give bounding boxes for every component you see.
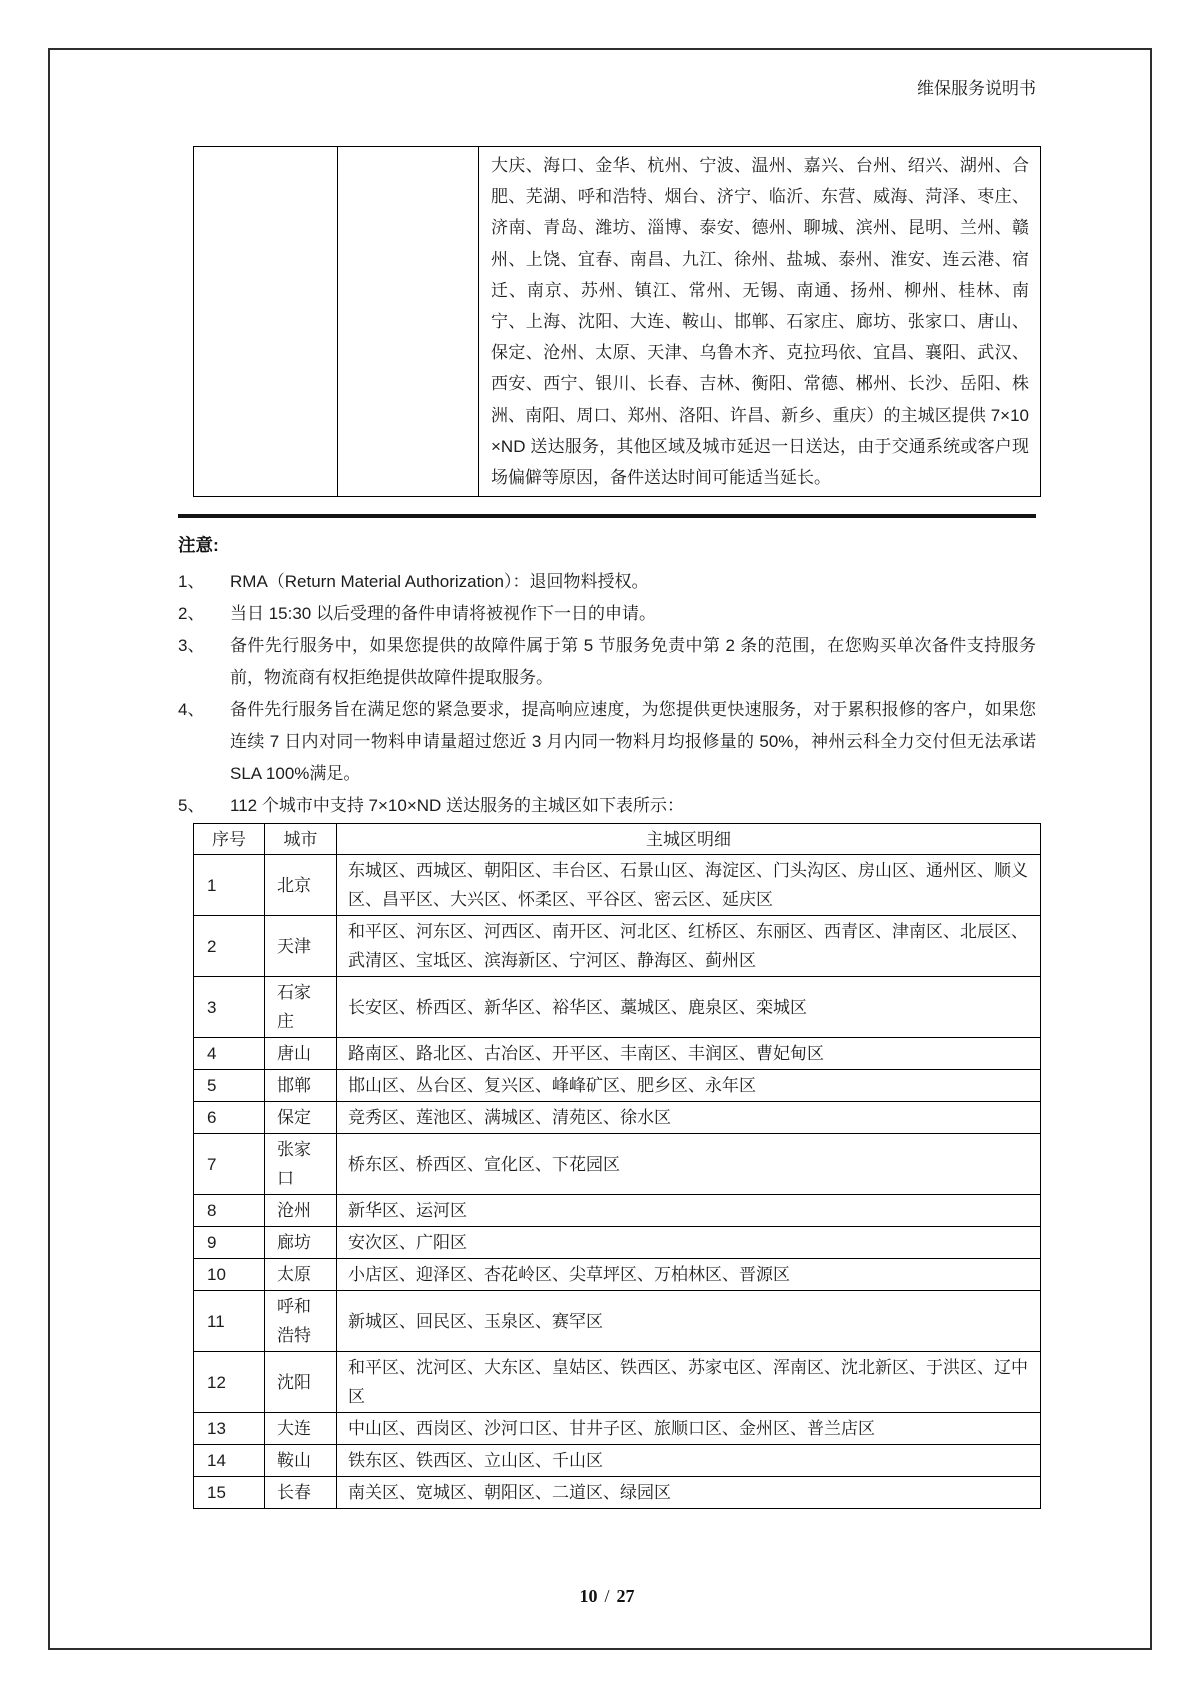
city-name: 长春 bbox=[265, 1477, 337, 1509]
city-name: 唐山 bbox=[265, 1038, 337, 1070]
district-list: 新城区、回民区、玉泉区、赛罕区 bbox=[337, 1291, 1041, 1352]
empty-cell bbox=[194, 147, 338, 497]
city-name: 呼和浩特 bbox=[265, 1291, 337, 1352]
footer-total-pages: 27 bbox=[616, 1586, 635, 1606]
column-header-no: 序号 bbox=[194, 824, 265, 855]
table-row bbox=[194, 1134, 1041, 1195]
table-row bbox=[194, 855, 1041, 916]
city-name: 保定 bbox=[265, 1102, 337, 1134]
notice-item bbox=[178, 694, 1036, 790]
notice-item bbox=[178, 630, 1036, 694]
row-number: 10 bbox=[194, 1259, 265, 1291]
notice-item-number: 5、 bbox=[178, 796, 205, 815]
notice-item-number: 4、 bbox=[178, 700, 205, 719]
footer-page-indicator bbox=[178, 1586, 1036, 1607]
district-list: 长安区、桥西区、新华区、裕华区、藁城区、鹿泉区、栾城区 bbox=[337, 977, 1041, 1038]
footer-separator: / bbox=[604, 1586, 610, 1606]
section-divider-rule bbox=[178, 514, 1036, 518]
document-header-title: 维保服务说明书 bbox=[917, 79, 1036, 98]
row-number: 14 bbox=[194, 1445, 265, 1477]
column-header-city: 城市 bbox=[265, 824, 337, 855]
city-name: 廊坊 bbox=[265, 1227, 337, 1259]
table-header-row bbox=[194, 824, 1041, 855]
row-number: 11 bbox=[194, 1291, 265, 1352]
city-name: 石家庄 bbox=[265, 977, 337, 1038]
city-name: 沈阳 bbox=[265, 1352, 337, 1413]
table-row bbox=[194, 1413, 1041, 1445]
notice-item-number: 2、 bbox=[178, 604, 205, 623]
column-header-districts: 主城区明细 bbox=[337, 824, 1041, 855]
notice-item-text: 备件先行服务中，如果您提供的故障件属于第 5 节服务免责中第 2 条的范围，在您购买单次备件支持服务前，物流商有权拒绝提供故障件提取服务。 bbox=[230, 636, 1036, 687]
district-list: 南关区、宽城区、朝阳区、二道区、绿园区 bbox=[337, 1477, 1041, 1509]
district-list: 和平区、河东区、河西区、南开区、河北区、红桥区、东丽区、西青区、津南区、北辰区、武清区、宝坻区、滨海新区、宁河区、静海区、蓟州区 bbox=[337, 916, 1041, 977]
city-list-paragraph: 大庆、海口、金华、杭州、宁波、温州、嘉兴、台州、绍兴、湖州、合肥、芜湖、呼和浩特、烟台、济宁、临沂、东营、威海、菏泽、枣庄、济南、青岛、潍坊、淄博、泰安、德州、聊城、滨州、昆明、兰州、赣州、上饶、宜春、南昌、九江、徐州、盐城、泰州、淮安、连云港、宿迁、南京、苏州、镇江、常州、无锡、南通、扬州、柳州、桂林、南宁、上海、沈阳、大连、鞍山、邯郸、石家庄、廊坊、张家口、唐山、保定、沧州、太原、天津、乌鲁木齐、克拉玛依、宜昌、襄阳、武汉、西安、西宁、银川、长春、吉林、衡阳、常德、郴州、长沙、岳阳、株洲、南阳、周口、郑州、洛阳、许昌、新乡、重庆）的主城区提供 7×10×ND 送达服务，其他区域及城市延迟一日送达，由于交通系统或客户现场偏僻等原因，备件送达时间可能适当延长。 bbox=[479, 147, 1041, 497]
row-number: 6 bbox=[194, 1102, 265, 1134]
footer-page-number: 10 bbox=[579, 1586, 598, 1606]
district-list: 竞秀区、莲池区、满城区、清苑区、徐水区 bbox=[337, 1102, 1041, 1134]
city-name: 太原 bbox=[265, 1259, 337, 1291]
table-row bbox=[194, 1352, 1041, 1413]
row-number: 1 bbox=[194, 855, 265, 916]
row-number: 4 bbox=[194, 1038, 265, 1070]
row-number: 9 bbox=[194, 1227, 265, 1259]
table-row bbox=[194, 916, 1041, 977]
row-number: 2 bbox=[194, 916, 265, 977]
table-row bbox=[194, 1038, 1041, 1070]
district-list: 邯山区、丛台区、复兴区、峰峰矿区、肥乡区、永年区 bbox=[337, 1070, 1041, 1102]
city-name: 鞍山 bbox=[265, 1445, 337, 1477]
notice-item bbox=[178, 566, 1036, 598]
table-row bbox=[194, 1291, 1041, 1352]
notice-item bbox=[178, 598, 1036, 630]
city-name: 天津 bbox=[265, 916, 337, 977]
city-name: 邯郸 bbox=[265, 1070, 337, 1102]
notice-item-number: 1、 bbox=[178, 572, 205, 591]
notice-item-text: 备件先行服务旨在满足您的紧急要求，提高响应速度，为您提供更快速服务，对于累积报修的客户，如果您连续 7 日内对同一物料申请量超过您近 3 月内同一物料月均报修量的 50%，神州云科全力交付但无法承诺 SLA 100%满足。 bbox=[230, 700, 1036, 783]
notice-item-text: 112 个城市中支持 7×10×ND 送达服务的主城区如下表所示： bbox=[230, 796, 685, 815]
city-name: 大连 bbox=[265, 1413, 337, 1445]
district-list: 小店区、迎泽区、杏花岭区、尖草坪区、万柏林区、晋源区 bbox=[337, 1259, 1041, 1291]
district-list: 中山区、西岗区、沙河口区、甘井子区、旅顺口区、金州区、普兰店区 bbox=[337, 1413, 1041, 1445]
city-name: 张家口 bbox=[265, 1134, 337, 1195]
district-list: 新华区、运河区 bbox=[337, 1195, 1041, 1227]
row-number: 7 bbox=[194, 1134, 265, 1195]
table-row bbox=[194, 1445, 1041, 1477]
spare-parts-delivery-table bbox=[193, 146, 1041, 497]
row-number: 13 bbox=[194, 1413, 265, 1445]
district-list: 安次区、广阳区 bbox=[337, 1227, 1041, 1259]
row-number: 8 bbox=[194, 1195, 265, 1227]
district-list: 铁东区、铁西区、立山区、千山区 bbox=[337, 1445, 1041, 1477]
table-row bbox=[194, 1070, 1041, 1102]
row-number: 15 bbox=[194, 1477, 265, 1509]
district-list: 东城区、西城区、朝阳区、丰台区、石景山区、海淀区、门头沟区、房山区、通州区、顺义区、昌平区、大兴区、怀柔区、平谷区、密云区、延庆区 bbox=[337, 855, 1041, 916]
city-name: 北京 bbox=[265, 855, 337, 916]
district-list: 路南区、路北区、古冶区、开平区、丰南区、丰润区、曹妃甸区 bbox=[337, 1038, 1041, 1070]
row-number: 5 bbox=[194, 1070, 265, 1102]
city-districts-table bbox=[193, 823, 1041, 1509]
notice-item bbox=[178, 790, 1036, 822]
notice-item-text: 当日 15:30 以后受理的备件申请将被视作下一日的申请。 bbox=[230, 604, 656, 623]
table-row bbox=[194, 1477, 1041, 1509]
notice-item-number: 3、 bbox=[178, 636, 205, 655]
row-number: 3 bbox=[194, 977, 265, 1038]
notice-item-text: RMA（Return Material Authorization）：退回物料授权。 bbox=[230, 572, 649, 591]
empty-cell bbox=[338, 147, 479, 497]
table-row bbox=[194, 1259, 1041, 1291]
notice-heading: 注意: bbox=[178, 535, 219, 555]
city-name: 沧州 bbox=[265, 1195, 337, 1227]
table-row bbox=[194, 1195, 1041, 1227]
table-row bbox=[194, 977, 1041, 1038]
table-row bbox=[194, 147, 1041, 497]
district-list: 桥东区、桥西区、宣化区、下花园区 bbox=[337, 1134, 1041, 1195]
row-number: 12 bbox=[194, 1352, 265, 1413]
table-row bbox=[194, 1227, 1041, 1259]
notice-list bbox=[178, 566, 1036, 822]
table-row bbox=[194, 1102, 1041, 1134]
district-list: 和平区、沈河区、大东区、皇姑区、铁西区、苏家屯区、浑南区、沈北新区、于洪区、辽中区 bbox=[337, 1352, 1041, 1413]
